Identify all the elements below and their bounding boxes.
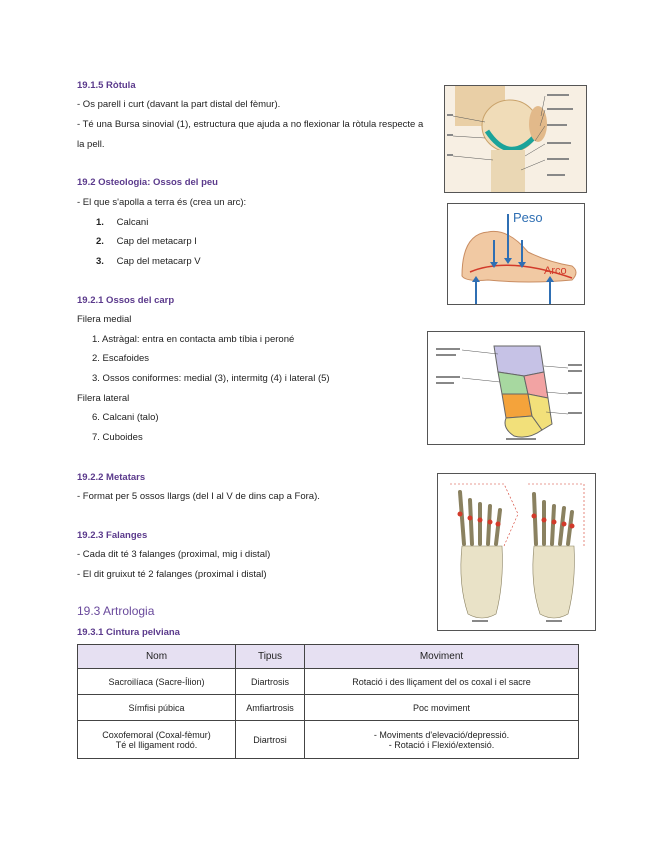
table-row: [78, 695, 579, 721]
rotula-line-3: la pell.: [77, 139, 105, 150]
table-cell: Sacroilíaca (Sacre-Ílion): [78, 669, 236, 695]
list-item: 3. Ossos coniformes: medial (3), intermitg (4) i lateral (5): [92, 373, 330, 384]
peso-label: Peso: [513, 210, 543, 225]
list-item-number: 1.: [96, 217, 104, 228]
section-heading-falanges: 19.2.3 Falanges: [77, 530, 148, 541]
table-row: [78, 669, 579, 695]
table-cell: Símfisi púbica: [78, 695, 236, 721]
falanges-line-1: - Cada dit té 3 falanges (proximal, mig i distal): [77, 549, 271, 560]
column-header: Moviment: [305, 645, 579, 669]
section-heading-carp: 19.2.1 Ossos del carp: [77, 295, 175, 306]
section-heading-artrologia: 19.3 Artrologia: [77, 604, 155, 618]
list-item: [96, 236, 197, 247]
table-cell: Rotació i des lliçament del os coxal i el sacre: [305, 669, 579, 695]
table-cell: Poc moviment: [305, 695, 579, 721]
knee-anatomy-figure: [444, 85, 587, 193]
table-cell: - Moviments d'elevació/depressió. - Rotació i Flexió/extensió.: [305, 721, 579, 759]
list-item-label: Cap del metacarp V: [116, 256, 201, 267]
rotula-line-1: - Os parell i curt (davant la part distal del fèmur).: [77, 99, 281, 110]
table-cell: Amfiartrosis: [236, 695, 305, 721]
list-item: 6. Calcani (talo): [92, 412, 159, 423]
section-heading-osteologia: 19.2 Osteologia: Ossos del peu: [77, 177, 218, 188]
table-cell: Diartrosi: [236, 721, 305, 759]
list-item-number: 2.: [96, 236, 104, 247]
filera-medial-title: Filera medial: [77, 314, 132, 325]
arco-label: Arco: [544, 265, 567, 277]
column-header: Nom: [78, 645, 236, 669]
list-item-label: Cap del metacarp I: [116, 236, 197, 247]
table-cell: Coxofemoral (Coxal-fèmur) Té el lligament rodó.: [78, 721, 236, 759]
list-item-number: 3.: [96, 256, 104, 267]
list-item: [96, 256, 201, 267]
column-header: Tipus: [236, 645, 305, 669]
table-header-row: [78, 645, 579, 669]
list-item: [96, 217, 148, 228]
falanges-line-2: - El dit gruixut té 2 falanges (proximal i distal): [77, 569, 267, 580]
rotula-line-2: - Té una Bursa sinovial (1), estructura que ajuda a no flexionar la ròtula respecte a: [77, 119, 424, 130]
table-row: [78, 721, 579, 759]
artrologia-table: [77, 644, 579, 759]
table-cell: Diartrosis: [236, 669, 305, 695]
section-heading-rotula: 19.1.5 Ròtula: [77, 80, 136, 91]
metatars-line-1: - Format per 5 ossos llargs (del I al V de dins cap a Fora).: [77, 491, 320, 502]
list-item: 7. Cuboides: [92, 432, 143, 443]
foot-arch-figure: [447, 203, 585, 305]
filera-lateral-title: Filera lateral: [77, 393, 130, 404]
list-item-label: Calcani: [116, 217, 149, 228]
list-item: 1. Astràgal: entra en contacta amb tíbia i peroné: [92, 334, 295, 345]
foot-skeleton-figure: [437, 473, 596, 631]
section-heading-cintura-pelviana: 19.3.1 Cintura pelviana: [77, 627, 180, 638]
tarsal-bones-figure: [427, 331, 585, 445]
section-heading-metatars: 19.2.2 Metatars: [77, 472, 146, 483]
list-item: 2. Escafoides: [92, 353, 150, 364]
osteologia-intro: - El que s'apolla a terra és (crea un arc):: [77, 197, 247, 208]
